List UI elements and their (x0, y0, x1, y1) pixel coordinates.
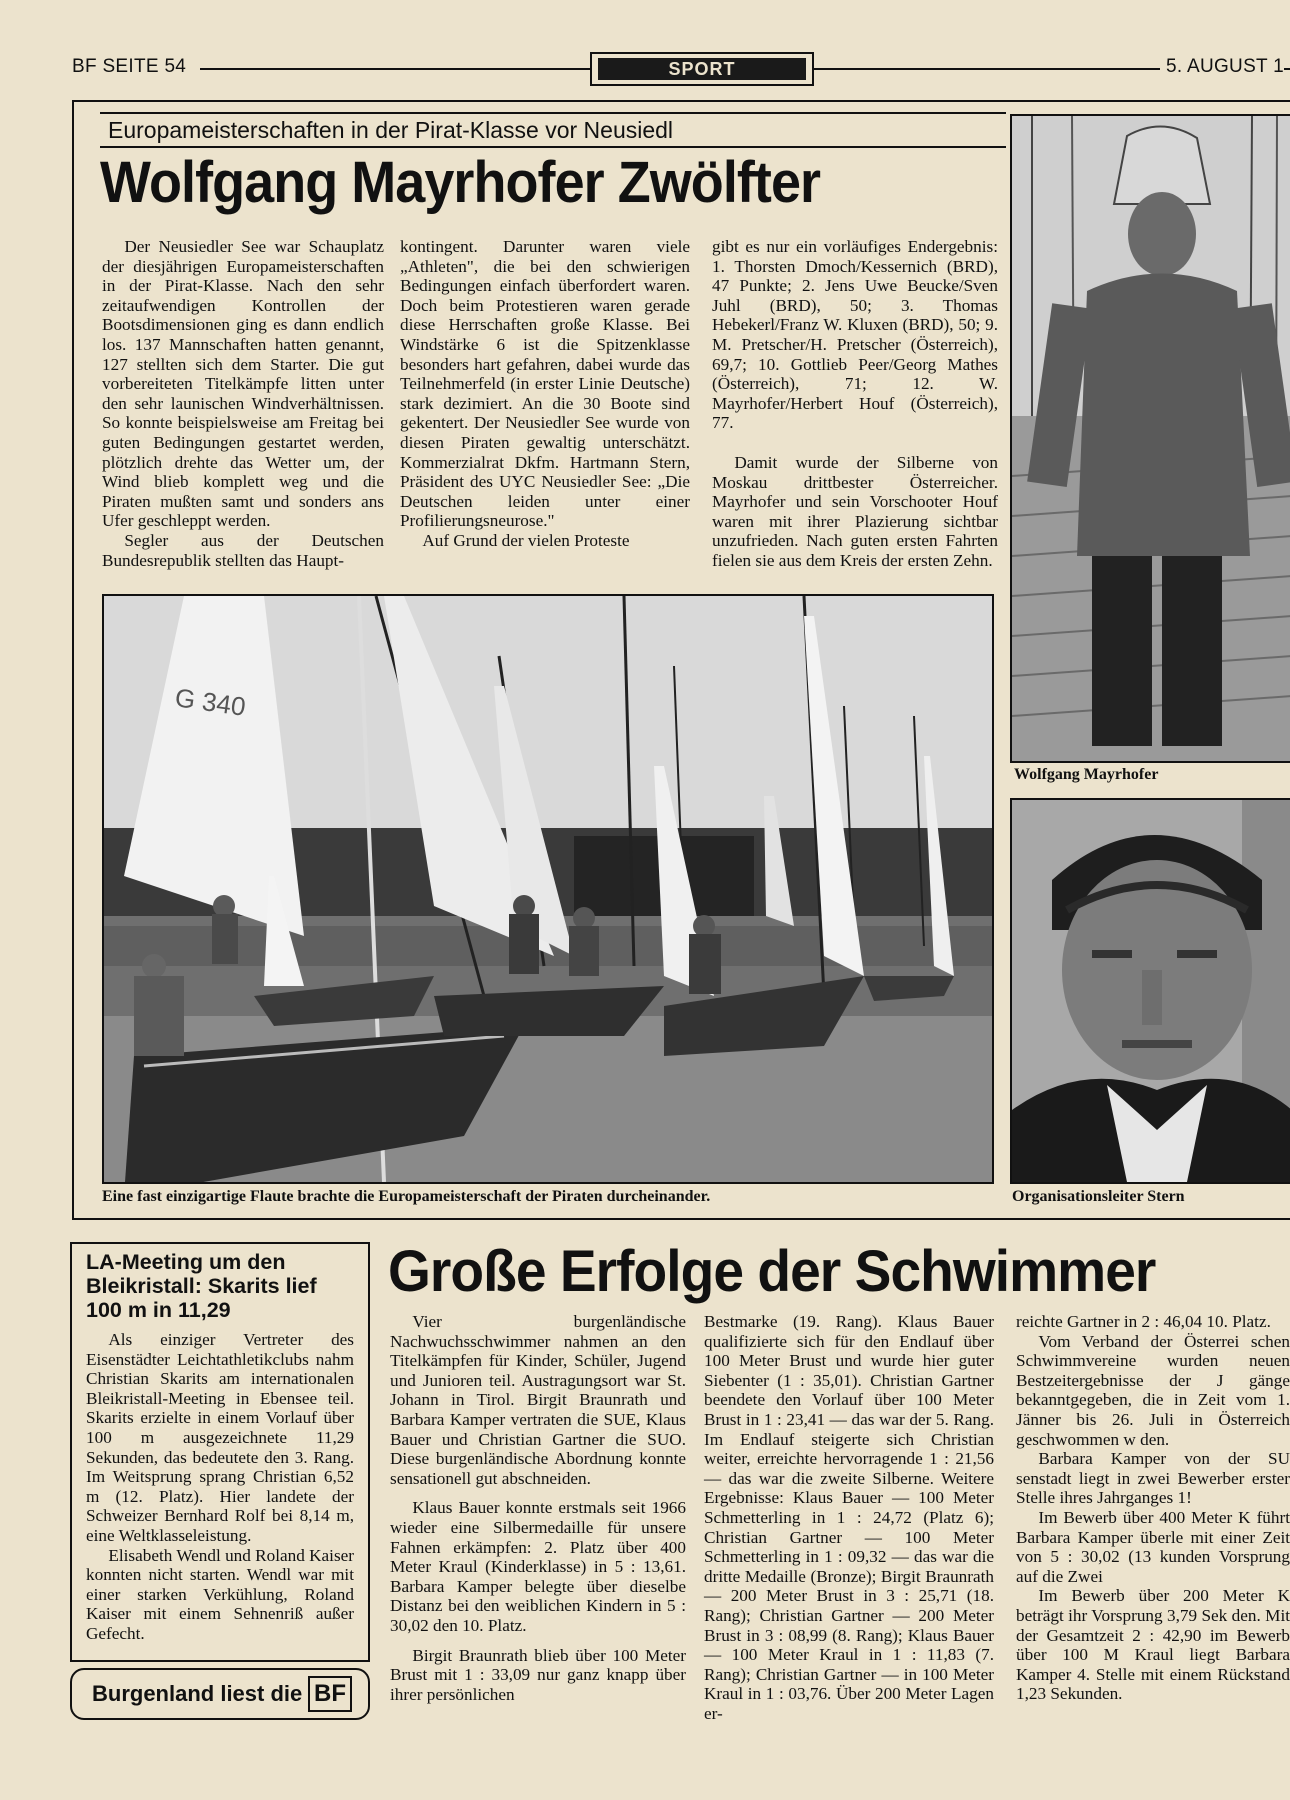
mayrhofer-photo-illustration (1012, 116, 1290, 761)
paragraph: gibt es nur ein vorläufiges Endergebnis: 1. Thorsten Dmoch/Kessernich (BRD), 47 Punkte; 2. Jens Uwe Beucke/Sven Juhl (BRD), 50; 3. Thomas Hebekerl/Franz W. Kluxen (BRD), 50; 9. M. Pretscher/H. Pretscher (Österreich), 69,7; 10. Gottlieb Peer/Georg Mathes (Österreich), 71; 12. W. Mayrhofer/Herbert Houf (Österreich), 77. (712, 237, 998, 433)
section-banner (590, 52, 814, 86)
swimmers-column-2 (704, 1312, 994, 1723)
la-meeting-body (86, 1330, 354, 1644)
paragraph: Birgit Braunrath blieb über 100 Meter Brust mit 1 : 33,09 nur ganz knapp über ihrer persönlichen (390, 1645, 686, 1704)
paragraph: Im Bewerb über 400 Meter K führt Barbara Kamper überle mit einer Zeit von 5 : 30,02 (13 kunden Vorsprung auf die Zwei (1016, 1507, 1290, 1586)
swimmers-column-1 (390, 1312, 686, 1704)
paragraph: Auf Grund der vielen Proteste (422, 530, 630, 550)
sailing-photo-caption: Eine fast einzigartige Flaute brachte die Europameisterschaft der Piraten durcheinander. (102, 1188, 711, 1205)
stern-caption: Organisationsleiter Stern (1012, 1188, 1185, 1205)
brand-logo: BF (308, 1676, 352, 1712)
paragraph: Der Neusiedler See war Schauplatz der diesjährigen Europameisterschaften in der Pirat-Klasse. Nach den sehr zeitaufwendigen Kontrollen der Bootsdimensionen ging es dann endlich los. 137 Mannschaften hatten genannt, 127 stellten sich dem Starter. Die gut vorbereiteten Titelkämpfe litten unter den sehr launischen Windverhältnissen. So konnte beispielsweise am Freitag bei guten Bedingungen gestartet werden, plötzlich drehte das Wetter um, der Wind blieb komplett weg und die Piraten mußten samt und sonders ans Ufer geschleppt werden. (102, 237, 384, 531)
swimmers-headline: Große Erfolge der Schwimmer (388, 1239, 1156, 1304)
stern-photo-illustration (1012, 800, 1290, 1182)
paragraph: Vier burgenländische Nachwuchsschwimmer nahmen an den Titelkämpfen für Kinder, Schüler, Jugend und Junioren teil. Austragungsort war St. Johann in Tirol. Birgit Braunrath und Barbara Kamper vertraten die SUE, Klaus Bauer und Christian Gartner die SUO. Diese burgenländische Abordnung konnte sensationell gut abschneiden. (390, 1312, 686, 1488)
paragraph: Barbara Kamper von der SU senstadt liegt in zwei Bewerber erster Stelle ihres Jahrganges 1! (1016, 1449, 1290, 1508)
la-meeting-title: LA-Meeting um den Bleikristall: Skarits lief 100 m in 11,29 (86, 1250, 317, 1322)
paragraph: kontingent. Darunter waren viele „Athleten", die bei den schwierigen Bedingungen einfach überfordert waren. Doch beim Protestieren waren gerade diese Herrschaften große Klasse. Bei Windstärke 6 ist die Spitzenklasse besonders hart gefahren, dabei wurde das Teilnehmerfeld (in erster Linie Deutsche) stark dezimiert. An die 30 Boote sind gekentert. Der Neusiedler See wurde von diesen Piraten gewaltig unterschätzt. Kommerzialrat Dkfm. Hartmann Stern, Präsident des UYC Neusiedler See: „Die Deutschen leiden unter einer Profilierungsneurose." (400, 237, 690, 531)
section-label: SPORT (598, 58, 806, 80)
sailing-photo (102, 594, 994, 1184)
article-kicker: Europameisterschaften in der Pirat-Klasse vor Neusiedl (100, 112, 1006, 148)
paragraph: reichte Gartner in 2 : 46,04 10. Platz. (1016, 1312, 1271, 1331)
brand-text: Burgenland liest die (92, 1681, 303, 1706)
paragraph: Im Bewerb über 200 Meter K beträgt ihr Vorsprung 3,79 Sek den. Mit der Gesamtzeit 2 : 42,90 im Bewerb über 100 M Kraul liegt Barbara Kamper 4. Stelle mit einem Rückstand 1,23 Sekunden. (1016, 1586, 1290, 1704)
paragraph: Vom Verband der Österrei schen Schwimmvereine wurden neuen Bestzeitergebnisse der J gänge bekanntgegeben, die in Zeit vom 1. Jänner bis 26. Juli in Österreich geschwommen w den. (1016, 1331, 1290, 1449)
paragraph: Segler aus der Deutschen Bundesrepublik stellten das Haupt- (102, 530, 384, 570)
article-column-1 (102, 237, 384, 570)
article-headline: Wolfgang Mayrhofer Zwölfter (100, 150, 821, 215)
mayrhofer-caption: Wolfgang Mayrhofer (1014, 766, 1159, 783)
sail-number: G 340 (173, 682, 248, 722)
paragraph: Elisabeth Wendl und Roland Kaiser konnten nicht starten. Wendl war mit einer starken Verkühlung, Roland Kaiser mit einem Sehnenriß außer Gefecht. (86, 1545, 354, 1643)
brand-box (70, 1668, 370, 1720)
paragraph: Bestmarke (19. Rang). Klaus Bauer qualifizierte sich für den Endlauf über 100 Meter Brust und wurde hier guter Siebenter (1 : 35,01). Christian Gartner beendete den Vorlauf über 100 Meter Brust in 1 : 23,41 — das war der 5. Rang. Im Endlauf steigerte sich Christian weiter, erreichte hervorragende 1 : 21,56 — das war die zweite Silberne. Weitere Ergebnisse: Klaus Bauer — 100 Meter Schmetterling in 1 : 24,72 (Platz 6); Christian Gartner — 100 Meter Schmetterling in 1 : 09,32 — das war die dritte Medaille (Bronze); Birgit Braunrath — 200 Meter Brust in 3 : 25,71 (18. Rang); Christian Gartner — 200 Meter Brust in 3 : 08,99 (8. Rang); Klaus Bauer — 100 Meter Kraul in 1 : 11,83 (7. Rang); Christian Gartner — in 100 Meter Kraul in 1 : 03,76. Über 200 Meter Lagen er- (704, 1312, 994, 1723)
paragraph: Damit wurde der Silberne von Moskau drittbester Österreicher. Mayrhofer und sein Vorschooter Houf waren mit ihrer Plazierung sichtbar unzufrieden. Nach guten ersten Fahrten fielen sie aus dem Kreis der ersten Zehn. (712, 452, 998, 570)
stern-photo (1010, 798, 1290, 1184)
sailing-photo-illustration (104, 596, 992, 1182)
mayrhofer-photo (1010, 114, 1290, 763)
paragraph: Als einziger Vertreter des Eisenstädter Leichtathletikclubs nahm Christian Skarits am internationalen Bleikristall-Meeting in Ebensee teil. Skarits erzielte in einem Vorlauf über 100 m ausgezeichnete 11,29 Sekunden, das bedeutete den 3. Rang. Im Weitsprung sprang Christian 6,52 m (12. Platz). Hier landete der Schweizer Bernhard Rolf bei 8,14 m, eine Weltklasseleistung. (86, 1330, 354, 1545)
page-label: BF SEITE 54 (72, 56, 192, 78)
paragraph: Klaus Bauer konnte erstmals seit 1966 wieder eine Silbermedaille für unsere Fahnen erkämpfen: 2. Platz über 400 Meter Kraul (Kinderklasse) in 5 : 13,61. Barbara Kamper belegte über dieselbe Distanz bei den weiblichen Kindern in 5 : 30,02 den 10. Platz. (390, 1498, 686, 1635)
article-column-3 (712, 237, 998, 571)
issue-date: 5. AUGUST 1 (1160, 56, 1284, 78)
article-column-2 (400, 237, 690, 551)
swimmers-column-3 (1016, 1312, 1290, 1704)
